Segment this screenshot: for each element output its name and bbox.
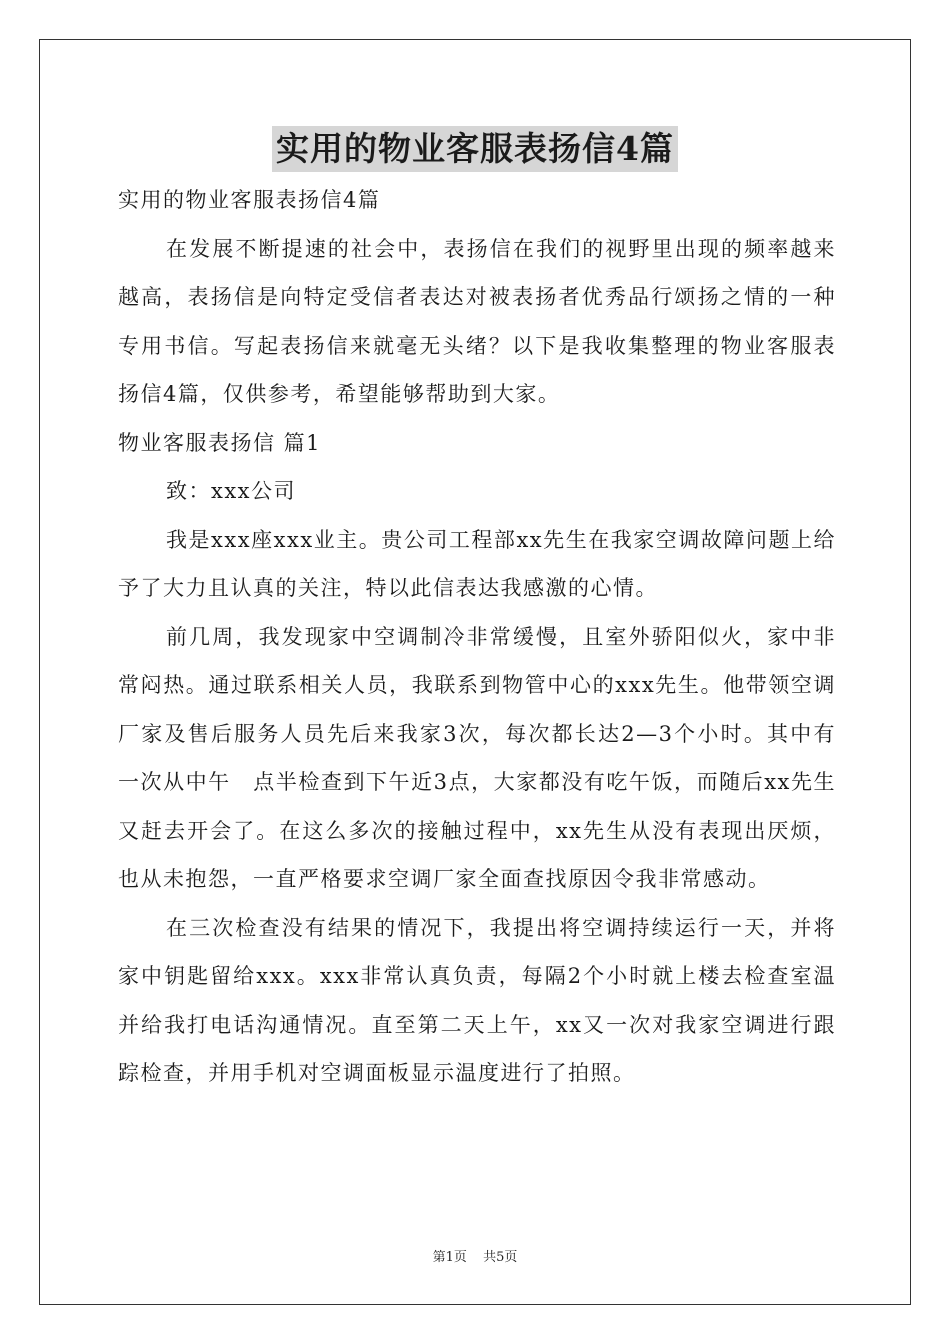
body-paragraph: 在三次检查没有结果的情况下，我提出将空调持续运行一天，并将家中钥匙留给xxx。xxx非常认真负责，每隔2个小时就上楼去检查室温并给我打电话沟通情况。直至第二天上午，xx又一次对我家空调进行跟踪检查，并用手机对空调面板显示温度进行了拍照。 <box>118 915 836 1085</box>
body-paragraph: 前几周，我发现家中空调制冷非常缓慢，且室外骄阳似火，家中非常闷热。通过联系相关人员，我联系到物管中心的xxx先生。他带领空调厂家及售后服务人员先后来我家3次，每次都长达2—3个小时。其中有一次从中午 点半检查到下午近3点，大家都没有吃午饭，而随后xx先生又赶去开会了。在这么多次的接触过程中，xx先生从没有表现出厌烦，也从未抱怨，一直严格要求空调厂家全面查找原因令我非常感动。 <box>118 624 836 891</box>
page-footer <box>0 1246 950 1265</box>
intro-paragraph: 在发展不断提速的社会中，表扬信在我们的视野里出现的频率越来越高，表扬信是向特定受信者表达对被表扬者优秀品行颂扬之情的一种专用书信。写起表扬信来就毫无头绪？以下是我收集整理的物业客服表扬信4篇，仅供参考，希望能够帮助到大家。 <box>118 236 836 406</box>
document-body <box>118 176 836 1098</box>
page-total: 共5页 <box>483 1250 518 1265</box>
document-subtitle: 实用的物业客服表扬信4篇 <box>118 188 381 212</box>
section-heading: 物业客服表扬信 篇1 <box>118 430 322 455</box>
body-paragraph: 我是xxx座xxx业主。贵公司工程部xx先生在我家空调故障问题上给予了大力且认真的关注，特以此信表达我感激的心情。 <box>118 527 836 600</box>
salutation: 致：xxx公司 <box>166 479 297 503</box>
document-title: 实用的物业客服表扬信4篇 <box>272 126 678 172</box>
title-container <box>0 126 950 172</box>
page-number: 第1页 <box>432 1250 467 1265</box>
